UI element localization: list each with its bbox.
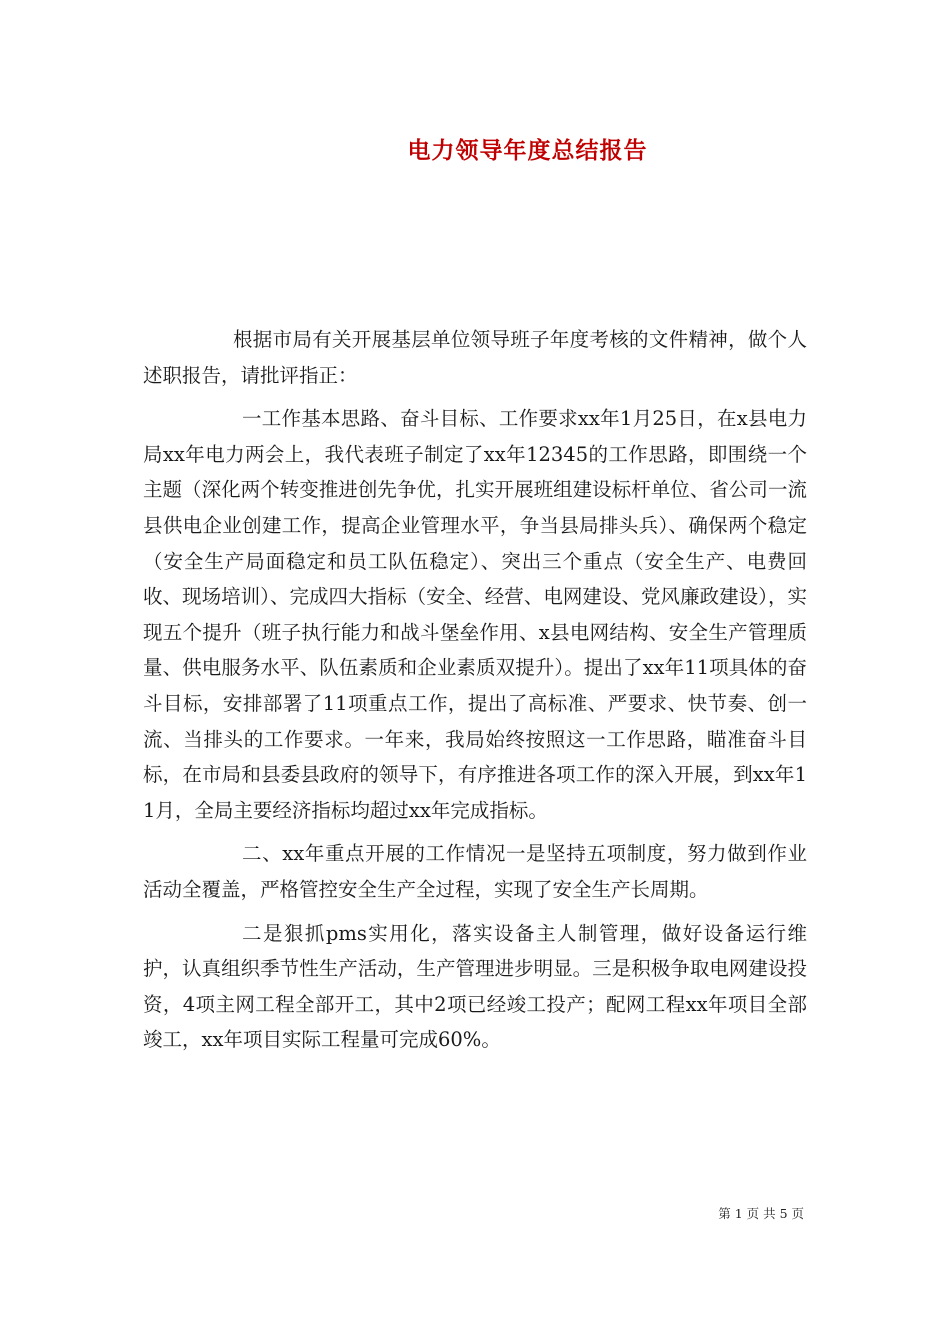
paragraph-intro: 根据市局有关开展基层单位领导班子年度考核的文件精神，做个人述职报告，请批评指正： (143, 328, 807, 387)
document-body (143, 322, 807, 1066)
page-number: 第 1 页 共 5 页 (718, 1206, 804, 1221)
paragraph-work-ideas: 一工作基本思路、奋斗目标、工作要求xx年1月25日，在x县电力局xx年电力两会上，我代表班子制定了xx年12345的工作思路，即围绕一个主题（深化两个转变推进创先争优，扎实开展班组建设标杆单位、省公司一流县供电企业创建工作，提高企业管理水平，争当县局排头兵）、确保两个稳定（安全生产局面稳定和员工队伍稳定）、突出三个重点（安全生产、电费回收、现场培训）、完成四大指标（安全、经营、电网建设、党风廉政建设），实现五个提升（班子执行能力和战斗堡垒作用、x县电网结构、安全生产管理质量、供电服务水平、队伍素质和企业素质双提升）。提出了xx年11项具体的奋斗目标，安排部署了11项重点工作，提出了高标准、严要求、快节奏、创一流、当排头的工作要求。一年来，我局始终按照这一工作思路，瞄准奋斗目标，在市局和县委县政府的领导下，有序推进各项工作的深入开展，到xx年11月，全局主要经济指标均超过xx年完成指标。 (143, 407, 807, 822)
paragraph-key-work: 二、xx年重点开展的工作情况一是坚持五项制度，努力做到作业活动全覆盖，严格管控安全生产全过程，实现了安全生产长周期。 (143, 842, 807, 901)
paragraph-pms: 二是狠抓pms实用化，落实设备主人制管理，做好设备运行维护，认真组织季节性生产活动，生产管理进步明显。三是积极争取电网建设投资，4项主网工程全部开工，其中2项已经竣工投产；配网工程xx年项目全部竣工，xx年项目实际工程量可完成60%。 (143, 921, 807, 1052)
document-title: 电力领导年度总结报告 (407, 138, 648, 164)
